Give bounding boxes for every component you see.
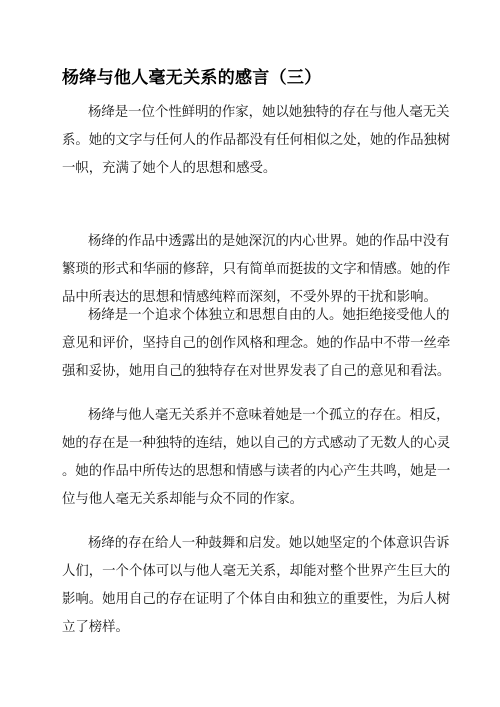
- paragraph-line: 杨绛是一位个性鲜明的作家，她以她独特的存在与他人毫无关: [88, 105, 450, 120]
- paragraph-line: 一帜，充满了她个人的思想和感受。: [62, 161, 277, 176]
- paragraph-line: 她的存在是一种独特的连结，她以自己的方式感动了无数人的心灵: [62, 436, 451, 451]
- paragraph-line: 立了榜样。: [62, 620, 129, 635]
- paragraph-line: 品中所表达的思想和情感纯粹而深刻，不受外界的干扰和影响。: [62, 290, 437, 305]
- paragraph-line: 人们，一个个体可以与他人毫无关系，却能对整个世界产生巨大的: [62, 564, 451, 579]
- paragraph-5: [62, 530, 451, 642]
- paragraph-line: 杨绛是一个追求个体独立和思想自由的人。她拒绝接受他人的: [88, 308, 450, 323]
- paragraph-line: 意见和评价，坚持自己的创作风格和理念。她的作品中不带一丝牵: [62, 336, 451, 351]
- paragraph-line: 杨绛与他人毫无关系并不意味着她是一个孤立的存在。相反，: [88, 408, 450, 423]
- paragraph-line: 。她的作品中所传达的思想和情感与读者的内心产生共鸣，她是一: [62, 464, 451, 479]
- paragraph-line: 强和妥协，她用自己的独特存在对世界发表了自己的意见和看法。: [62, 364, 451, 379]
- paragraph-3: [62, 302, 451, 386]
- paragraph-line: 影响。她用自己的存在证明了个体自由和独立的重要性，为后人树: [62, 592, 451, 607]
- paragraph-line: 系。她的文字与任何人的作品都没有任何相似之处，她的作品独树: [62, 133, 451, 148]
- paragraph-1: [62, 99, 451, 183]
- paragraph-line: 杨绛的存在给人一种鼓舞和启发。她以她坚定的个体意识告诉: [88, 536, 450, 551]
- paragraph-line: 位与他人毫无关系却能与众不同的作家。: [62, 492, 304, 507]
- paragraph-2: [62, 228, 451, 312]
- paragraph-line: 杨绛的作品中透露出的是她深沉的内心世界。她的作品中没有: [88, 234, 450, 249]
- paragraph-line: 繁琐的形式和华丽的修辞，只有简单而挺拔的文字和情感。她的作: [62, 262, 451, 277]
- paragraph-4: [62, 402, 451, 514]
- document-title: 杨绛与他人毫无关系的感言（三）: [62, 68, 322, 88]
